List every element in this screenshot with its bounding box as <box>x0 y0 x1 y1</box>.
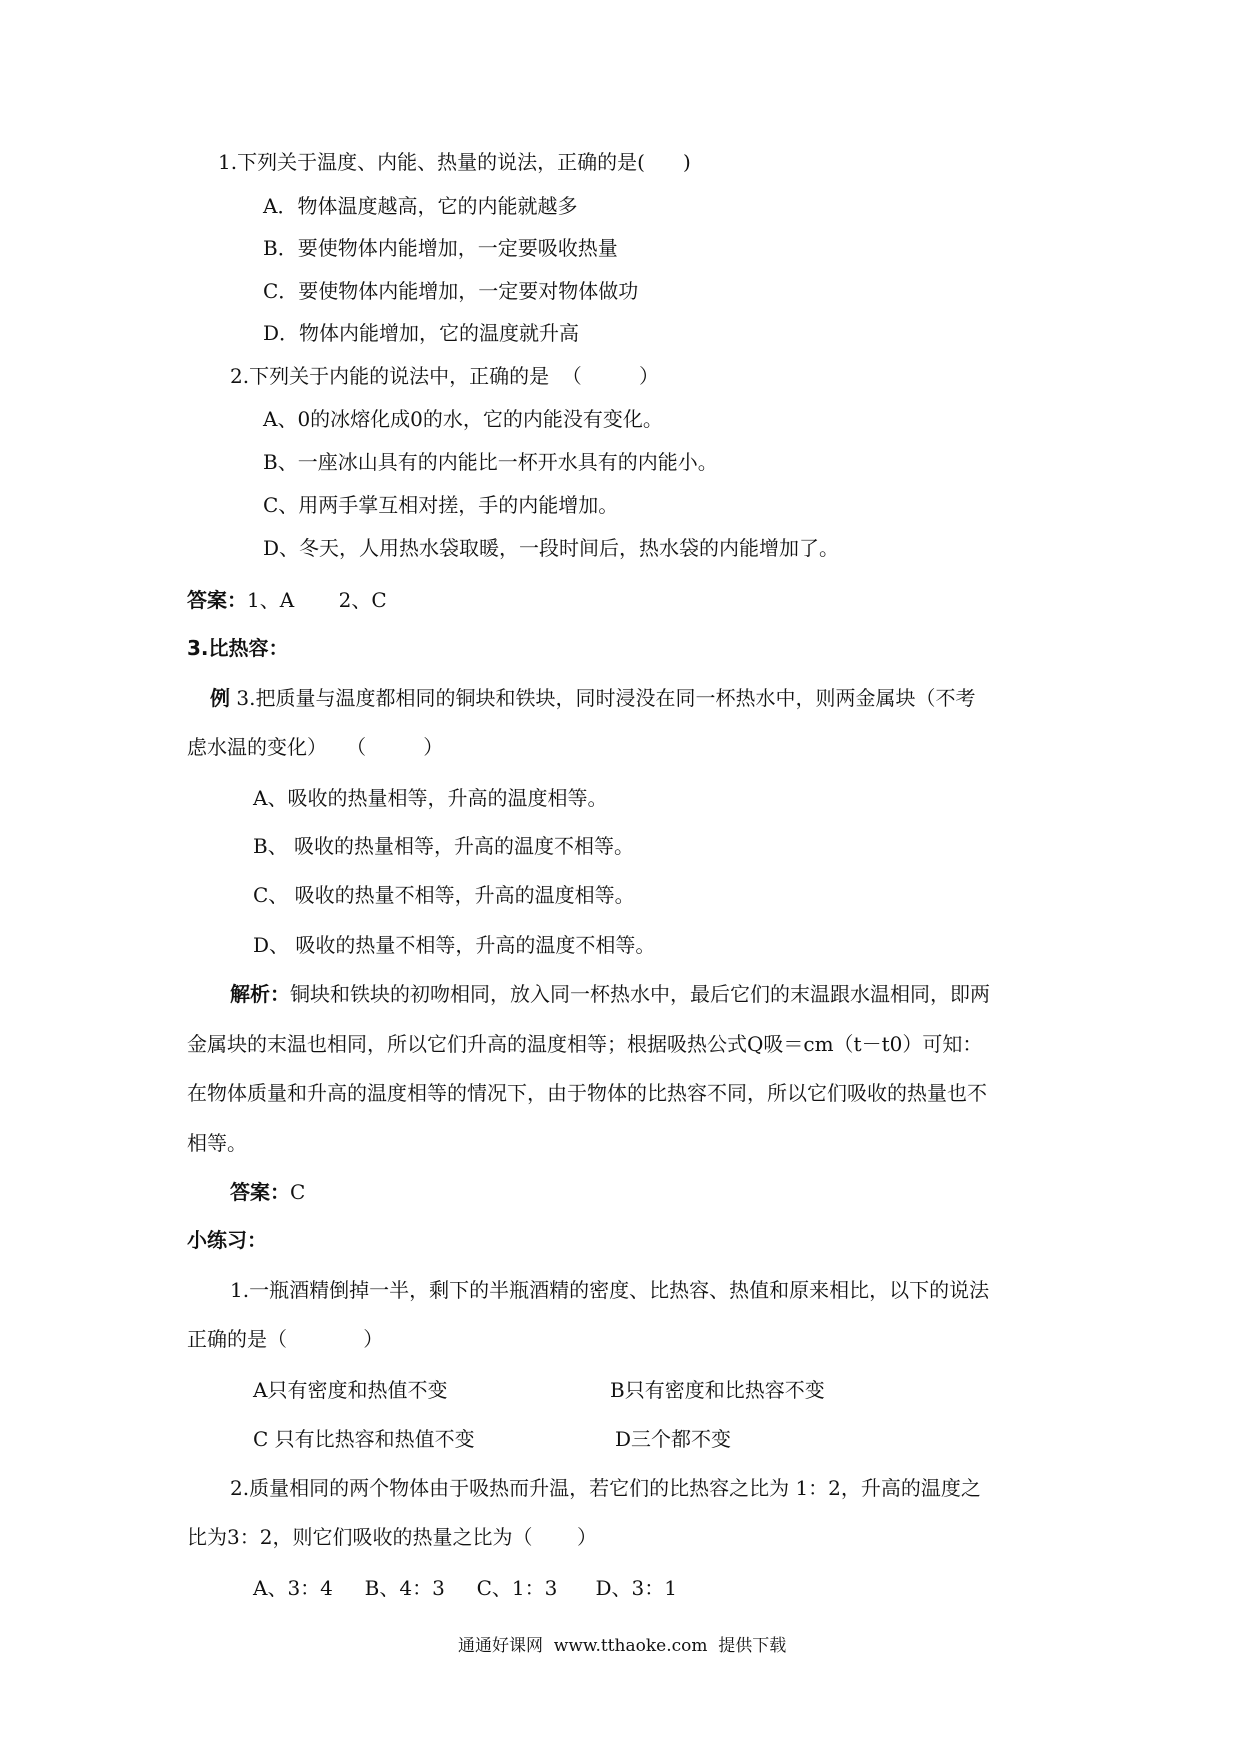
q2-stem: 2.下列关于内能的说法中，正确的是 （ ） <box>230 364 660 388</box>
q2-option-b: B、一座冰山具有的内能比一杯开水具有的内能小。 <box>263 450 718 474</box>
example-stem-line-1 <box>210 686 975 710</box>
example-option-c: C、 吸收的热量不相等，升高的温度相等。 <box>253 883 635 907</box>
answer-text-2: C <box>290 1180 306 1204</box>
analysis-line-4: 相等。 <box>187 1131 247 1155</box>
practice-heading: 小练习： <box>187 1228 267 1252</box>
q2-option-a: A、0的冰熔化成0的水，它的内能没有变化。 <box>263 407 663 431</box>
example-label: 例 <box>210 686 230 710</box>
analysis-line-3: 在物体质量和升高的温度相等的情况下，由于物体的比热容不同，所以它们吸收的热量也不 <box>187 1081 987 1105</box>
practice-q2-options: A、3：4 B、4：3 C、1：3 D、3：1 <box>253 1576 677 1600</box>
answer-line-2 <box>230 1180 305 1204</box>
section-heading: 3.比热容： <box>187 636 289 660</box>
practice-q1-option-c: C 只有比热容和热值不变 <box>253 1427 475 1451</box>
example-option-d: D、 吸收的热量不相等，升高的温度不相等。 <box>253 933 656 957</box>
answer-text: 1、A 2、C <box>247 588 387 612</box>
q2-option-c: C、用两手掌互相对搓，手的内能增加。 <box>263 493 619 517</box>
practice-q1-option-d: D三个都不变 <box>615 1427 732 1451</box>
example-option-b: B、 吸收的热量相等，升高的温度不相等。 <box>253 834 635 858</box>
analysis-text-1: 铜块和铁块的初吻相同，放入同一杯热水中，最后它们的末温跟水温相同，即两 <box>290 982 990 1006</box>
practice-q1-line-1: 1.一瓶酒精倒掉一半，剩下的半瓶酒精的密度、比热容、热值和原来相比，以下的说法 <box>230 1278 990 1302</box>
analysis-line-1 <box>230 982 990 1006</box>
page-footer: 通通好课网 www.tthaoke.com 提供下载 <box>458 1636 787 1656</box>
answer-label: 答案： <box>187 588 247 612</box>
analysis-label: 解析： <box>230 982 290 1006</box>
practice-q1-option-b: B只有密度和比热容不变 <box>610 1378 825 1402</box>
q1-option-d: D．物体内能增加，它的温度就升高 <box>263 321 580 345</box>
q1-option-a: A．物体温度越高，它的内能就越多 <box>263 194 578 218</box>
q1-option-b: B．要使物体内能增加，一定要吸收热量 <box>263 236 618 260</box>
q1-option-c: C．要使物体内能增加，一定要对物体做功 <box>263 279 639 303</box>
q1-stem: 1.下列关于温度、内能、热量的说法，正确的是( ) <box>218 150 691 174</box>
answer-line-1 <box>187 588 387 612</box>
practice-q1-option-a: A只有密度和热值不变 <box>253 1378 448 1402</box>
practice-q2-line-2: 比为3：2，则它们吸收的热量之比为（ ） <box>187 1525 597 1549</box>
example-stem-text: 3.把质量与温度都相同的铜块和铁块，同时浸没在同一杯热水中，则两金属块（不考 <box>230 686 976 710</box>
answer-label-2: 答案： <box>230 1180 290 1204</box>
q2-option-d: D、冬天，人用热水袋取暖，一段时间后，热水袋的内能增加了。 <box>263 536 840 560</box>
analysis-line-2: 金属块的末温也相同，所以它们升高的温度相等；根据吸热公式Q吸＝cm（t－t0）可知： <box>187 1032 983 1056</box>
example-stem-line-2: 虑水温的变化） （ ） <box>187 735 444 759</box>
practice-q2-line-1: 2.质量相同的两个物体由于吸热而升温，若它们的比热容之比为 1：2，升高的温度之 <box>230 1476 981 1500</box>
example-option-a: A、吸收的热量相等，升高的温度相等。 <box>253 786 608 810</box>
practice-q1-line-2: 正确的是（ ） <box>187 1327 384 1351</box>
